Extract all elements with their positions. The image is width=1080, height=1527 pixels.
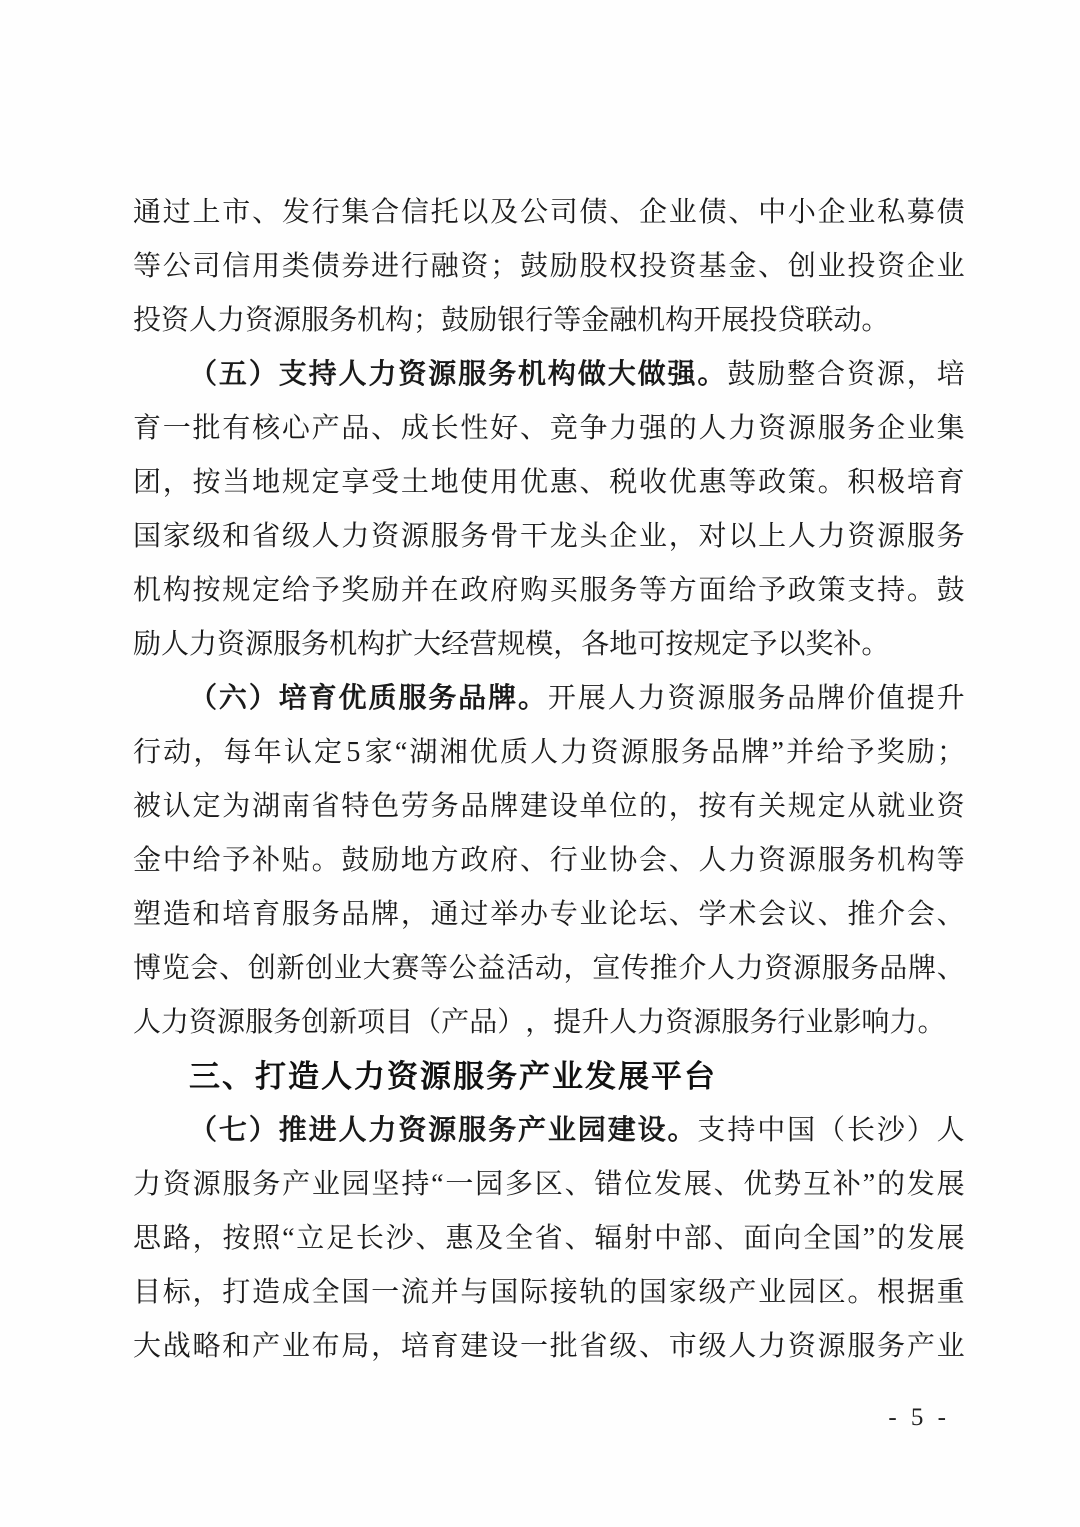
page-number: - 5 - [888, 1404, 950, 1431]
text-line: 金 中 给 予 补 贴 。 鼓 励 地 方 政 府 、 行 业 协 会 、 人 力 资 源 服 务 机 构 等 [133, 845, 965, 876]
text-line: （ 七 ） 推 进 人 力 资 源 服 务 产 业 园 建 设 。 支 持 中 国 （ 长 沙 ） 人 [189, 1115, 965, 1146]
heading-text: 三、打造人力资源服务产业发展平台 [189, 1059, 717, 1094]
text-line: （ 五 ） 支 持 人 力 资 源 服 务 机 构 做 大 做 强 。 鼓 励 整 合 资 源 ， 培 [189, 359, 965, 390]
text-line: 人 力 资 源 服 务 创 新 项 目 （ 产 品 ） ， 提 升 人 力 资 源 服 务 行 业 影 响 力 。 [133, 1007, 946, 1038]
text-line: 通 过 上 市 、 发 行 集 合 信 托 以 及 公 司 债 、 企 业 债 、 中 小 企 业 私 募 债 [133, 197, 965, 228]
text-line: 国 家 级 和 省 级 人 力 资 源 服 务 骨 干 龙 头 企 业 ， 对 以 上 人 力 资 源 服 务 [133, 521, 965, 552]
text-line: 投 资 人 力 资 源 服 务 机 构 ； 鼓 励 银 行 等 金 融 机 构 开 展 投 贷 联 动 。 [133, 305, 890, 336]
section-heading [133, 1050, 965, 1104]
text-line: 团 ， 按 当 地 规 定 享 受 土 地 使 用 优 惠 、 税 收 优 惠 等 政 策 。 积 极 培 育 [133, 467, 965, 498]
document-text [133, 186, 965, 1374]
text-line: 塑 造 和 培 育 服 务 品 牌 ， 通 过 举 办 专 业 论 坛 、 学 术 会 议 、 推 介 会 、 [133, 899, 965, 930]
text-line: 励 人 力 资 源 服 务 机 构 扩 大 经 营 规 模 ， 各 地 可 按 规 定 予 以 奖 补 。 [133, 629, 890, 660]
text-line: 博 览 会 、 创 新 创 业 大 赛 等 公 益 活 动 ， 宣 传 推 介 人 力 资 源 服 务 品 牌 、 [133, 953, 965, 984]
text-line: 目 标 ， 打 造 成 全 国 一 流 并 与 国 际 接 轨 的 国 家 级 产 业 园 区 。 根 据 重 [133, 1277, 965, 1308]
text-line: 机 构 按 规 定 给 予 奖 励 并 在 政 府 购 买 服 务 等 方 面 给 予 政 策 支 持 。 鼓 [133, 575, 965, 606]
text-line: 等 公 司 信 用 类 债 券 进 行 融 资 ； 鼓 励 股 权 投 资 基 金 、 创 业 投 资 企 业 [133, 251, 965, 282]
text-line: 思 路 ， 按 照 “ 立 足 长 沙 、 惠 及 全 省 、 辐 射 中 部 、 面 向 全 国 ” 的 发 展 [133, 1223, 965, 1254]
text-line: 育 一 批 有 核 心 产 品 、 成 长 性 好 、 竞 争 力 强 的 人 力 资 源 服 务 企 业 集 [133, 413, 965, 444]
text-line: 大 战 略 和 产 业 布 局 ， 培 育 建 设 一 批 省 级 、 市 级 人 力 资 源 服 务 产 业 [133, 1331, 965, 1362]
text-line: （ 六 ） 培 育 优 质 服 务 品 牌 。 开 展 人 力 资 源 服 务 品 牌 价 值 提 升 [189, 683, 965, 714]
text-line: 行 动 ， 每 年 认 定 5 家 “ 湖 湘 优 质 人 力 资 源 服 务 品 牌 ” 并 给 予 奖 励 ； [133, 737, 965, 768]
text-line: 力 资 源 服 务 产 业 园 坚 持 “ 一 园 多 区 、 错 位 发 展 、 优 势 互 补 ” 的 发 展 [133, 1169, 965, 1200]
text-line: 被 认 定 为 湖 南 省 特 色 劳 务 品 牌 建 设 单 位 的 ， 按 有 关 规 定 从 就 业 资 [133, 791, 965, 822]
